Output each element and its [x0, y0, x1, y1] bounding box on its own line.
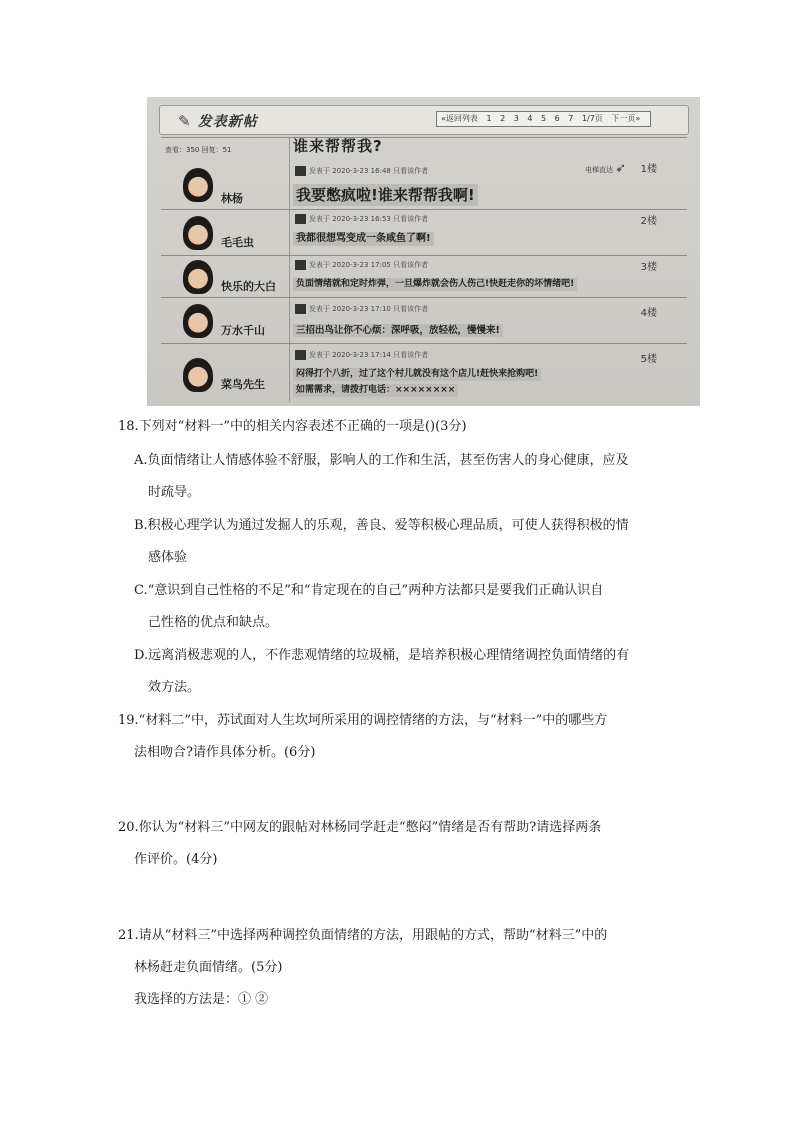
pager-page-6: 6 [554, 114, 560, 123]
post-username: 林杨 [221, 192, 243, 205]
forum-topbar [159, 105, 689, 135]
post-username: 快乐的大白 [221, 280, 276, 293]
post-meta [295, 166, 428, 176]
post-content: 我要憋疯啦!谁来帮帮我啊! [293, 184, 478, 206]
post-meta [295, 260, 428, 270]
post-content-phone: 如需需求，请拨打电话：×××××××× [293, 384, 458, 397]
option-d-line-2: 效方法。 [148, 680, 201, 695]
pager-back: «返回列表 [441, 114, 478, 123]
thread-title: 谁来帮帮我? [293, 137, 383, 155]
post-meta-text: 发表于 2020-3-23 16:53 只看该作者 [309, 215, 429, 223]
question-20-line-2: 作评价。(4分) [134, 852, 218, 867]
option-c-line-2: 己性格的优点和缺点。 [148, 615, 279, 630]
post-username: 毛毛虫 [221, 236, 254, 249]
post-meta [295, 214, 428, 224]
elevator-label: 电梯直达 [585, 166, 613, 174]
option-b-line-2: 感体验 [148, 550, 188, 565]
avatar [183, 358, 213, 392]
question-21-line-1: 21.请从“材料三”中选择两种调控负面情绪的方法，用跟帖的方式，帮助“材料三”中的 [118, 928, 608, 943]
post-floor: 1楼 [640, 164, 657, 175]
avatar [183, 304, 213, 338]
post-floor: 3楼 [640, 262, 657, 273]
pager-page-7: 7 [568, 114, 574, 123]
option-c-line-1: C.“意识到自己性格的不足”和“肯定现在的自己”两种方法都只是要我们正确认识自 [134, 583, 604, 598]
question-19-line-1: 19.“材料二”中，苏试面对人生坎坷所采用的调控情绪的方法，与“材料一”中的哪些方 [118, 713, 608, 728]
avatar [183, 260, 213, 294]
author-icon [295, 166, 306, 176]
forum-post [161, 209, 687, 256]
arrow-icon: ➶ [615, 161, 627, 176]
pen-icon: ✎ [178, 112, 192, 130]
post-content: 闷得打个八折，过了这个村儿就没有这个店儿!赶快来抢购吧! [293, 368, 541, 381]
option-b-line-1: B.积极心理学认为通过发掘人的乐观，善良、爱等积极心理品质，可使人获得积极的情 [134, 518, 629, 533]
option-a-line-2: 时疏导。 [148, 485, 201, 500]
forum-post [161, 255, 687, 298]
question-21-line-2: 林杨赶走负面情绪。(5分) [134, 960, 283, 975]
post-meta-text: 发表于 2020-3-23 17:05 只看该作者 [309, 261, 429, 269]
pager-page-2: 2 [500, 114, 506, 123]
pager-page-3: 3 [513, 114, 519, 123]
question-20-line-1: 20.你认为“材料三”中网友的跟帖对林杨同学赶走“憋闷”情绪是否有帮助?请选择两条 [118, 820, 602, 835]
forum-post [161, 297, 687, 344]
author-icon [295, 260, 306, 270]
pager-page-1: 1 [486, 114, 492, 123]
question-19-line-2: 法相吻合?请作具体分析。(6分) [134, 745, 316, 760]
post-meta-text: 发表于 2020-3-23 17:10 只看该作者 [309, 305, 429, 313]
post-content: 我都很想骂变成一条咸鱼了啊! [293, 232, 434, 246]
author-icon [295, 304, 306, 314]
post-meta-text: 发表于 2020-3-23 17:14 只看该作者 [309, 351, 429, 359]
pager-total: 1/7页 [581, 114, 603, 123]
post-content: 负面情绪就和定时炸弹，一旦爆炸就会伤人伤己!快赶走你的坏情绪吧! [293, 278, 577, 291]
post-meta [295, 350, 428, 360]
post-username: 万水千山 [221, 324, 265, 337]
post-content: 三招出鸟让你不心烦：深呼吸，放轻松，慢慢来! [293, 324, 503, 337]
pager-page-4: 4 [527, 114, 533, 123]
post-meta-text: 发表于 2020-3-23 16:48 只看该作者 [309, 167, 429, 175]
forum-post [161, 137, 687, 210]
logo-text: 发表新帖 [197, 114, 258, 130]
question-21-answer-prompt: 我选择的方法是：① ② [134, 992, 269, 1007]
author-icon [295, 350, 306, 360]
view-reply-stats: 查看：350 回复：51 [165, 146, 232, 154]
new-post-logo [178, 111, 258, 131]
forum-post [161, 343, 687, 406]
avatar [183, 216, 213, 250]
pager-page-5: 5 [541, 114, 547, 123]
post-floor: 4楼 [640, 308, 657, 319]
option-d-line-1: D.远离消极悲观的人，不作悲观情绪的垃圾桶，是培养积极心理情绪调控负面情绪的有 [134, 648, 630, 663]
post-floor: 5楼 [640, 354, 657, 365]
question-18-stem: 18.下列对“材料一”中的相关内容表述不正确的一项是()(3分) [118, 419, 467, 434]
post-username: 菜鸟先生 [221, 378, 265, 391]
option-a-line-1: A.负面情绪让人情感体验不舒服，影响人的工作和生活，甚至伤害人的身心健康，应及 [134, 453, 629, 468]
pager-next: 下一页» [611, 114, 641, 123]
avatar [183, 168, 213, 202]
pagination [436, 111, 651, 127]
author-icon [295, 214, 306, 224]
post-floor: 2楼 [640, 216, 657, 227]
forum-screenshot-photo [147, 97, 700, 406]
post-meta [295, 304, 428, 314]
